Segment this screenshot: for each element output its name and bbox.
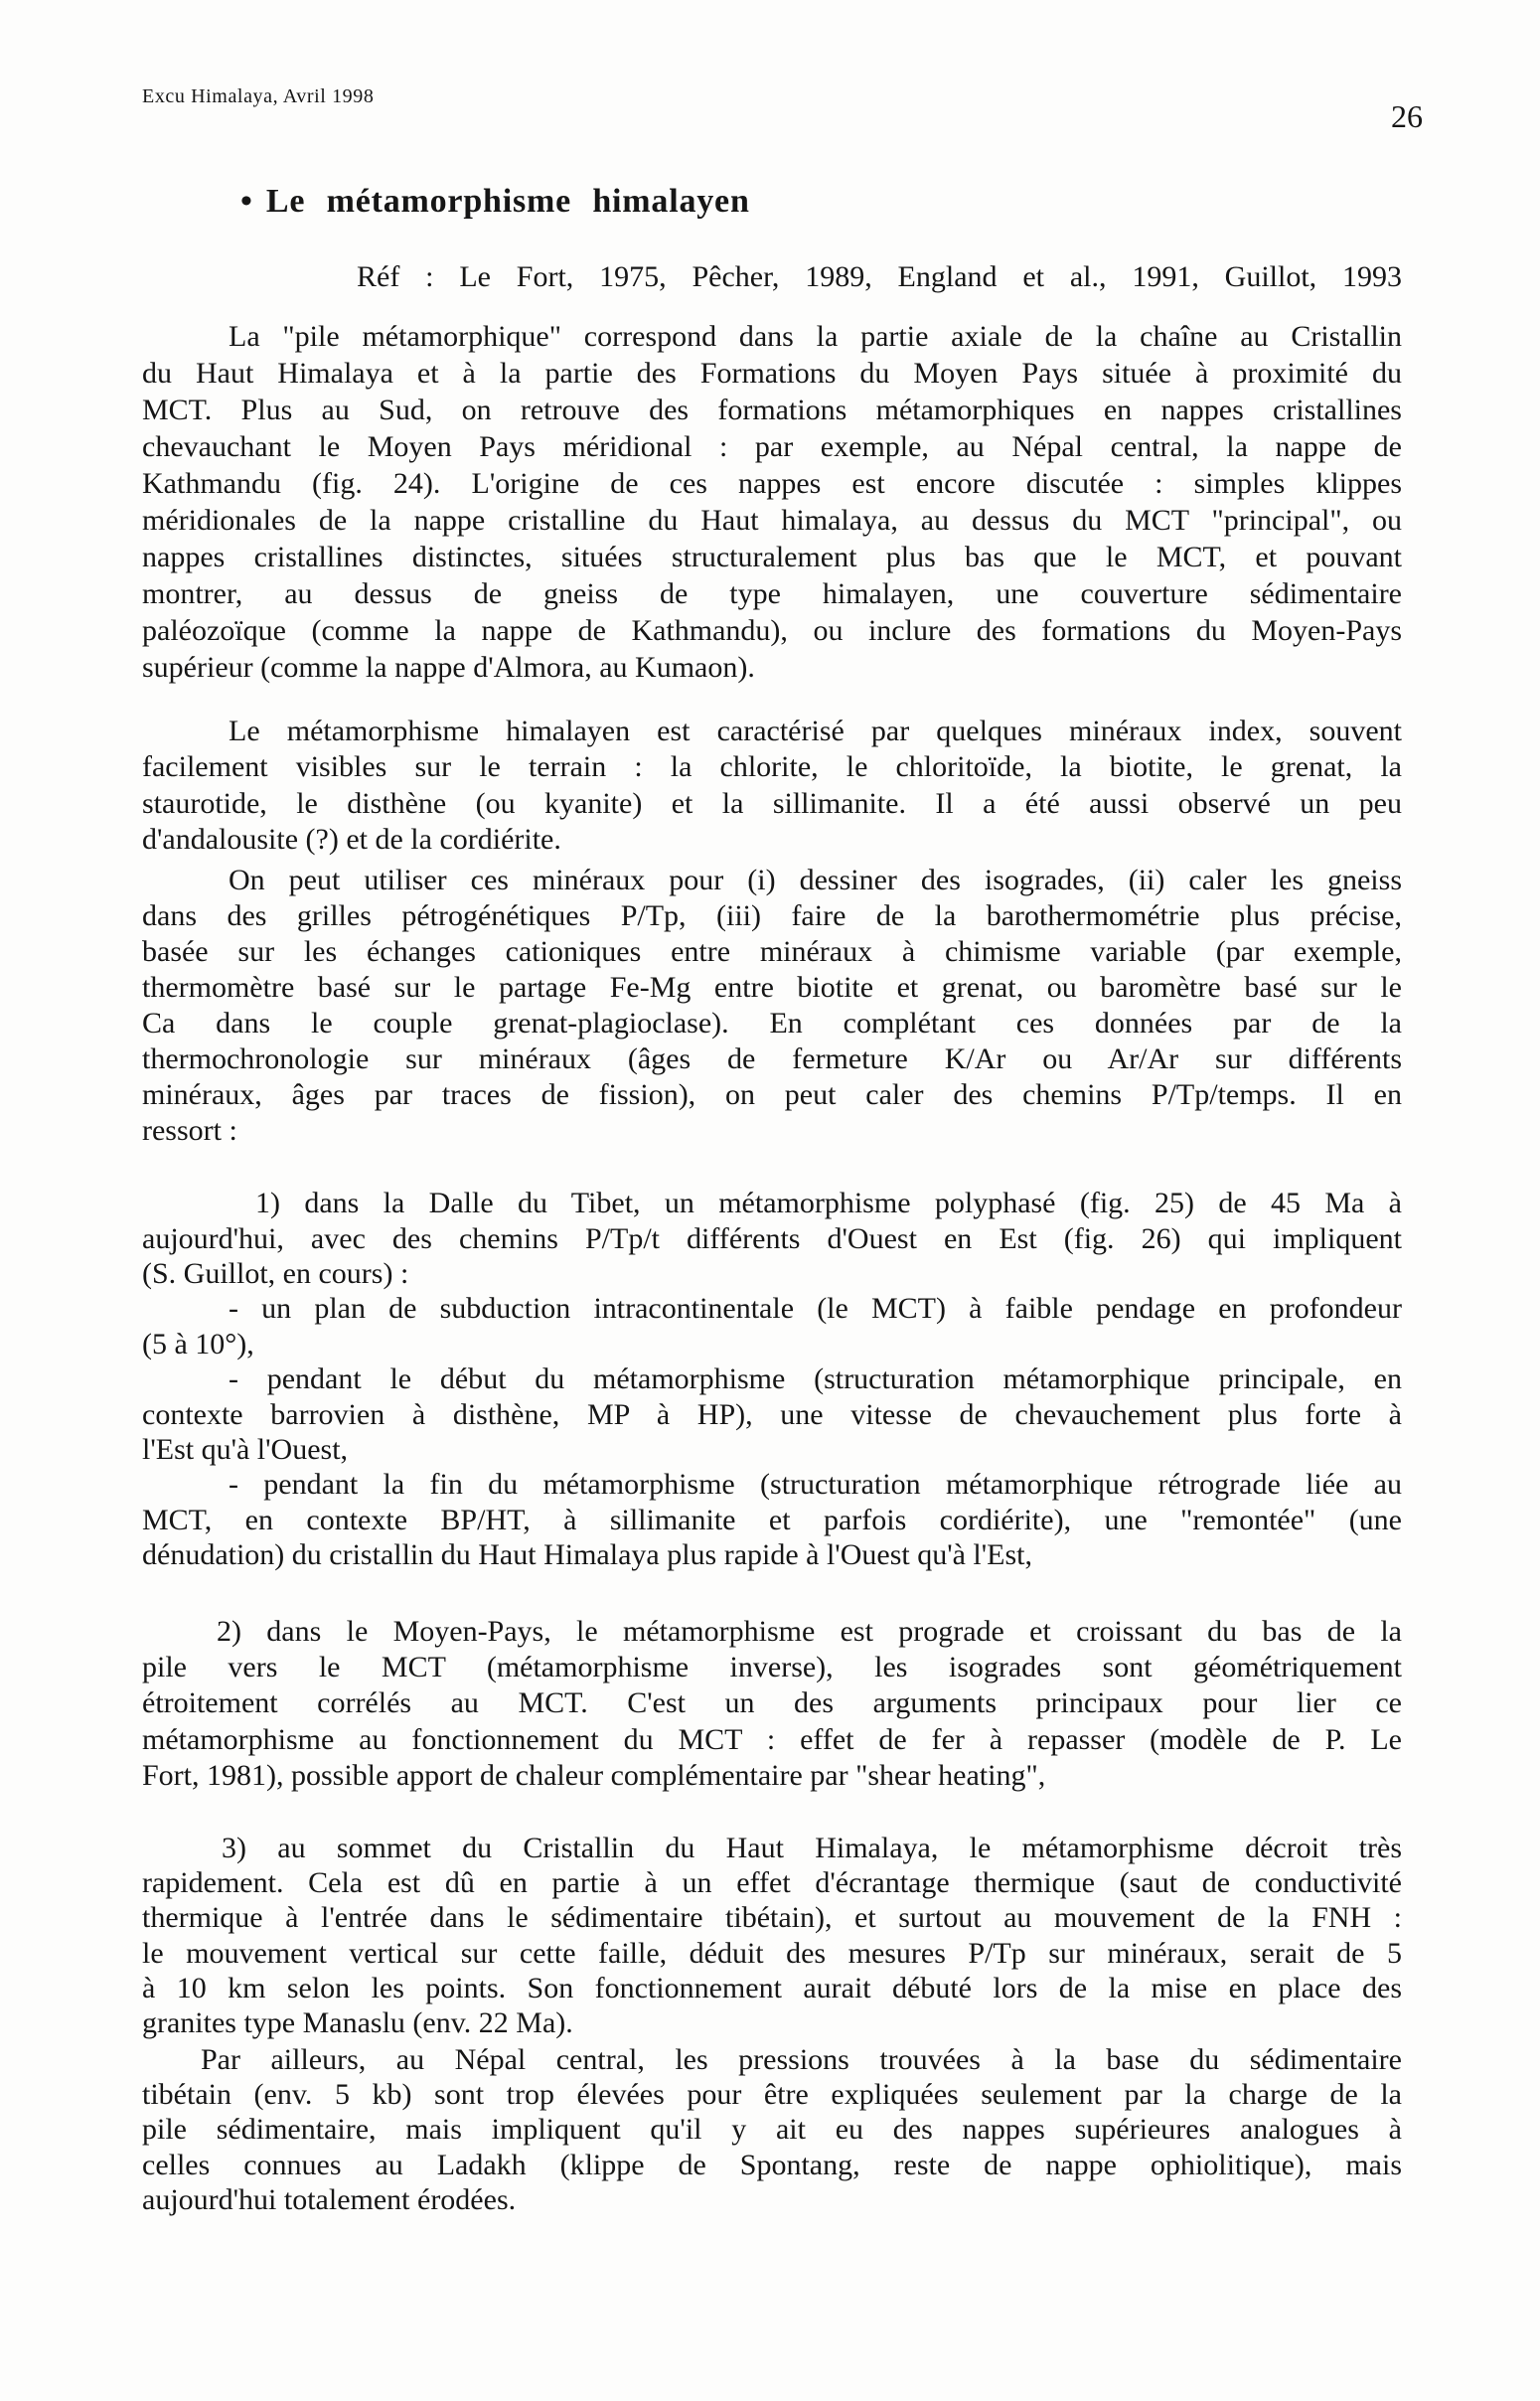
paragraph-central-nepal [142, 2042, 1402, 2217]
list-item-1-early-metamorphism [142, 1361, 1402, 1468]
list-item-2 [142, 1614, 1402, 1794]
running-title: Excu Himalaya, Avril 1998 [142, 85, 375, 107]
text-line: d'andalousite (?) et de la cordiérite. [142, 823, 561, 857]
text-line: dans des grilles pétrogénétiques P/Tp, (iii) faire de la barothermométrie plus précise, [142, 899, 1402, 932]
text-line: Ca dans le couple grenat-plagioclase). En complétant ces données par de la [142, 1007, 1402, 1040]
text-line: Kathmandu (fig. 24). L'origine de ces nappes est encore discutée : simples klippes [142, 467, 1402, 500]
text-line: Le métamorphisme himalayen est caractérisé par quelques minéraux index, souvent [229, 715, 1402, 747]
text-line: ressort : [142, 1114, 237, 1147]
text-line: supérieur (comme la nappe d'Almora, au Kumaon). [142, 651, 755, 684]
text-line: nappes cristallines distinctes, situées structuralement plus bas que le MCT, et pouvant [142, 541, 1402, 573]
text-line: à 10 km selon les points. Son fonctionnement aurait débuté lors de la mise en place des [142, 1971, 1402, 2004]
text-line: aujourd'hui totalement érodées. [142, 2182, 517, 2216]
text-line: étroitement corrélés au MCT. C'est un des arguments principaux pour lier ce [142, 1686, 1402, 1720]
text-line: (5 à 10°), [142, 1327, 254, 1361]
text-line: facilement visibles sur le terrain : la chlorite, le chloritoïde, la biotite, le grenat, la [142, 750, 1402, 784]
text-line: 1) dans la Dalle du Tibet, un métamorphisme polyphasé (fig. 25) de 45 Ma à [255, 1187, 1402, 1219]
text-line: 3) au sommet du Cristallin du Haut Himalaya, le métamorphisme décroit très [222, 1832, 1402, 1864]
list-item-1 [142, 1186, 1402, 1292]
text-line: La "pile métamorphique" correspond dans la partie axiale de la chaîne au Cristallin [229, 320, 1402, 353]
text-line: minéraux, âges par traces de fission), on peut caler des chemins P/Tp/temps. Il en [142, 1078, 1402, 1111]
text-line: staurotide, le disthène (ou kyanite) et la sillimanite. Il a été aussi observé un peu [142, 786, 1402, 820]
text-line: rapidement. Cela est dû en partie à un effet d'écrantage thermique (saut de conductivité [142, 1866, 1402, 1900]
text-line: paléozoïque (comme la nappe de Kathmandu), ou inclure des formations du Moyen-Pays [142, 614, 1402, 647]
list-item-1-subduction [142, 1291, 1402, 1361]
section-title: Le métamorphisme himalayen [265, 183, 750, 220]
text-line: pile sédimentaire, mais impliquent qu'il y ait eu des nappes supérieures analogues à [142, 2113, 1402, 2147]
list-item-3 [142, 1831, 1402, 2040]
text-line: (S. Guillot, en cours) : [142, 1257, 409, 1290]
text-line: thermomètre basé sur le partage Fe-Mg entre biotite et grenat, ou baromètre basé sur le [142, 971, 1402, 1004]
list-item-1-late-metamorphism [142, 1467, 1402, 1573]
text-line: tibétain (env. 5 kb) sont trop élevées pour être expliquées seulement par la charge de la [142, 2078, 1402, 2112]
text-line: pile vers le MCT (métamorphisme inverse), les isogrades sont géométriquement [142, 1651, 1402, 1684]
text-line: métamorphisme au fonctionnement du MCT : effet de fer à repasser (modèle de P. Le [142, 1722, 1402, 1756]
references-line: Réf : Le Fort, 1975, Pêcher, 1989, England et al., 1991, Guillot, 1993 [357, 260, 1402, 293]
text-line: - pendant le début du métamorphisme (structuration métamorphique principale, en [229, 1362, 1402, 1395]
text-line: l'Est qu'à l'Ouest, [142, 1433, 349, 1466]
text-line: le mouvement vertical sur cette faille, déduit des mesures P/Tp sur minéraux, serait de 5 [142, 1936, 1402, 1970]
text-line: 2) dans le Moyen-Pays, le métamorphisme est prograde et croissant du bas de la [217, 1615, 1402, 1648]
text-line: celles connues au Ladakh (klippe de Spontang, reste de nappe ophiolitique), mais [142, 2148, 1402, 2181]
text-line: On peut utiliser ces minéraux pour (i) dessiner des isogrades, (ii) caler les gneiss [229, 864, 1402, 896]
text-line: thermochronologie sur minéraux (âges de fermeture K/Ar ou Ar/Ar sur différents [142, 1042, 1402, 1075]
text-line: thermique à l'entrée dans le sédimentaire tibétain), et surtout au mouvement de la FNH : [142, 1901, 1402, 1935]
text-line: MCT. Plus au Sud, on retrouve des formations métamorphiques en nappes cristallines [142, 394, 1402, 426]
section-heading [240, 182, 750, 222]
bullet-marker: • [240, 183, 252, 220]
text-line: Fort, 1981), possible apport de chaleur complémentaire par "shear heating", [142, 1758, 1046, 1792]
text-line: - un plan de subduction intracontinentale (le MCT) à faible pendage en profondeur [229, 1292, 1402, 1325]
paragraph-index-minerals [142, 714, 1402, 859]
text-line: du Haut Himalaya et à la partie des Formations du Moyen Pays située à proximité du [142, 357, 1402, 390]
text-line: aujourd'hui, avec des chemins P/Tp/t différents d'Ouest en Est (fig. 26) qui impliquent [142, 1221, 1402, 1255]
text-line: basée sur les échanges cationiques entre minéraux à chimisme variable (par exemple, [142, 935, 1402, 968]
paragraph-intro [142, 318, 1402, 686]
page-number: 26 [1391, 98, 1423, 134]
text-line: méridionales de la nappe cristalline du Haut himalaya, au dessus du MCT "principal", ou [142, 504, 1402, 537]
text-line: MCT, en contexte BP/HT, à sillimanite et parfois cordiérite), une "remontée" (une [142, 1503, 1402, 1536]
text-line: - pendant la fin du métamorphisme (structuration métamorphique rétrograde liée au [229, 1468, 1402, 1501]
text-line: granites type Manaslu (env. 22 Ma). [142, 2006, 573, 2040]
text-line: dénudation) du cristallin du Haut Himalaya plus rapide à l'Ouest qu'à l'Est, [142, 1538, 1033, 1571]
text-line: Par ailleurs, au Népal central, les pressions trouvées à la base du sédimentaire [201, 2043, 1402, 2076]
text-line: montrer, au dessus de gneiss de type himalayen, une couverture sédimentaire [142, 577, 1402, 610]
paragraph-methods [142, 863, 1402, 1149]
text-line: chevauchant le Moyen Pays méridional : par exemple, au Népal central, la nappe de [142, 430, 1402, 463]
text-line: contexte barrovien à disthène, MP à HP), une vitesse de chevauchement plus forte à [142, 1397, 1402, 1431]
